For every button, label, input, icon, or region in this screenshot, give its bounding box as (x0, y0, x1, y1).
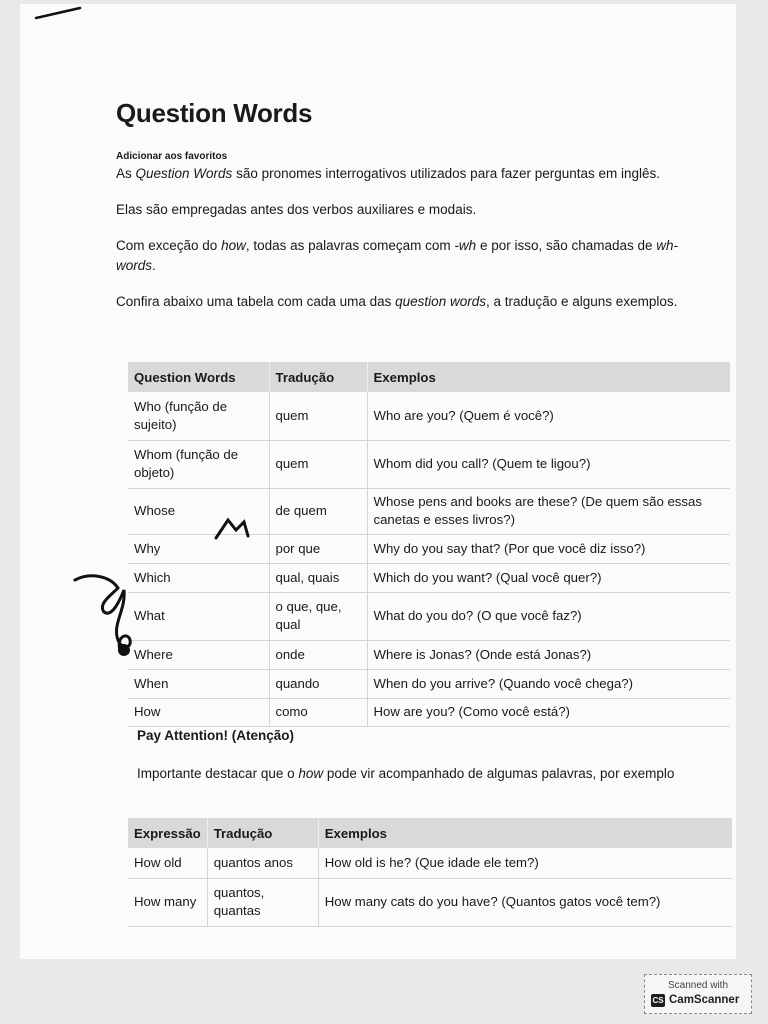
cell-translation: quem (269, 392, 367, 440)
cell-example: What do you do? (O que você faz?) (367, 592, 730, 640)
table-row (128, 848, 732, 878)
cell-translation: qual, quais (269, 563, 367, 592)
cell-word: Whom (função de objeto) (128, 440, 269, 488)
header-question-words: Question Words (128, 362, 269, 392)
cell-word: Which (128, 563, 269, 592)
cell-example: Who are you? (Quem é você?) (367, 392, 730, 440)
cell-example: Which do you want? (Qual você quer?) (367, 563, 730, 592)
text: são pronomes interrogativos utilizados para fazer perguntas em inglês. (232, 166, 661, 181)
intro-paragraph-2: Elas são empregadas antes dos verbos auxiliares e modais. (116, 202, 477, 217)
table-row (128, 640, 730, 669)
table-row (128, 669, 730, 698)
text: Confira abaixo uma tabela com cada uma das (116, 294, 396, 309)
cell-word: What (128, 592, 269, 640)
table-row (128, 592, 730, 640)
camscanner-brand: CamScanner (669, 994, 740, 1006)
article-content (116, 98, 716, 312)
cell-expression: How many (128, 878, 207, 926)
text: As (116, 166, 136, 181)
cell-translation: como (269, 698, 367, 726)
cell-word: When (128, 669, 269, 698)
attention-paragraph (137, 764, 697, 784)
header-traducao: Tradução (269, 362, 367, 392)
cell-example: Whose pens and books are these? (De quem são essas canetas e esses livros?) (367, 488, 730, 534)
cell-translation: quando (269, 669, 367, 698)
scanner-watermark (644, 974, 752, 1014)
table-row (128, 488, 730, 534)
text: pode vir acompanhado de algumas palavras, por exemplo (323, 766, 675, 781)
emphasis: how (221, 238, 246, 253)
text: e por isso, são chamadas de (476, 238, 657, 253)
table-header-row (128, 818, 732, 848)
cell-translation: quem (269, 440, 367, 488)
cell-word: Who (função de sujeito) (128, 392, 269, 440)
cell-example: When do you arrive? (Quando você chega?) (367, 669, 730, 698)
cell-translation: de quem (269, 488, 367, 534)
cell-translation: quantos anos (207, 848, 318, 878)
header-exemplos: Exemplos (367, 362, 730, 392)
cell-example: Where is Jonas? (Onde está Jonas?) (367, 640, 730, 669)
emphasis: wh-words (116, 238, 679, 273)
table-row (128, 698, 730, 726)
intro-paragraph-1 (116, 164, 716, 184)
cell-example: How old is he? (Que idade ele tem?) (318, 848, 732, 878)
table-row (128, 563, 730, 592)
header-traducao: Tradução (207, 818, 318, 848)
text: . (152, 258, 156, 273)
page-title: Question Words (116, 98, 313, 128)
emphasis: Question Words (135, 166, 233, 181)
camscanner-logo-icon: CS (652, 996, 664, 1005)
text: , a tradução e alguns exemplos. (485, 294, 678, 309)
cell-example: How are you? (Como você está?) (367, 698, 730, 726)
table-row (128, 440, 730, 488)
header-exemplos: Exemplos (318, 818, 732, 848)
table-header-row (128, 362, 730, 392)
how-expressions-table (128, 818, 732, 927)
cell-expression: How old (128, 848, 207, 878)
cell-example: How many cats do you have? (Quantos gatos você tem?) (318, 878, 732, 926)
table-row (128, 878, 732, 926)
table-row (128, 534, 730, 563)
cell-word: How (128, 698, 269, 726)
table-row (128, 392, 730, 440)
emphasis: how (298, 766, 324, 781)
text: , todas as palavras começam com (245, 238, 455, 253)
attention-heading: Pay Attention! (Atenção) (137, 728, 295, 743)
favorite-link[interactable]: Adicionar aos favoritos (116, 151, 228, 162)
emphasis: question words (395, 294, 486, 309)
cell-example: Whom did you call? (Quem te ligou?) (367, 440, 730, 488)
text: Importante destacar que o (137, 766, 299, 781)
cell-translation: quantos, quantas (207, 878, 318, 926)
cell-example: Why do you say that? (Por que você diz isso?) (367, 534, 730, 563)
intro-paragraph-4 (116, 292, 716, 312)
cell-translation: por que (269, 534, 367, 563)
emphasis: -wh (454, 238, 477, 253)
cell-word: Whose (128, 488, 269, 534)
header-expressao: Expressão (128, 818, 207, 848)
intro-paragraph-3 (116, 236, 716, 276)
question-words-table (128, 362, 730, 727)
cell-translation: o que, que, qual (269, 592, 367, 640)
cell-word: Where (128, 640, 269, 669)
text: Com exceção do (116, 238, 222, 253)
scanned-with-text: Scanned with (667, 980, 729, 991)
cell-word: Why (128, 534, 269, 563)
cell-translation: onde (269, 640, 367, 669)
